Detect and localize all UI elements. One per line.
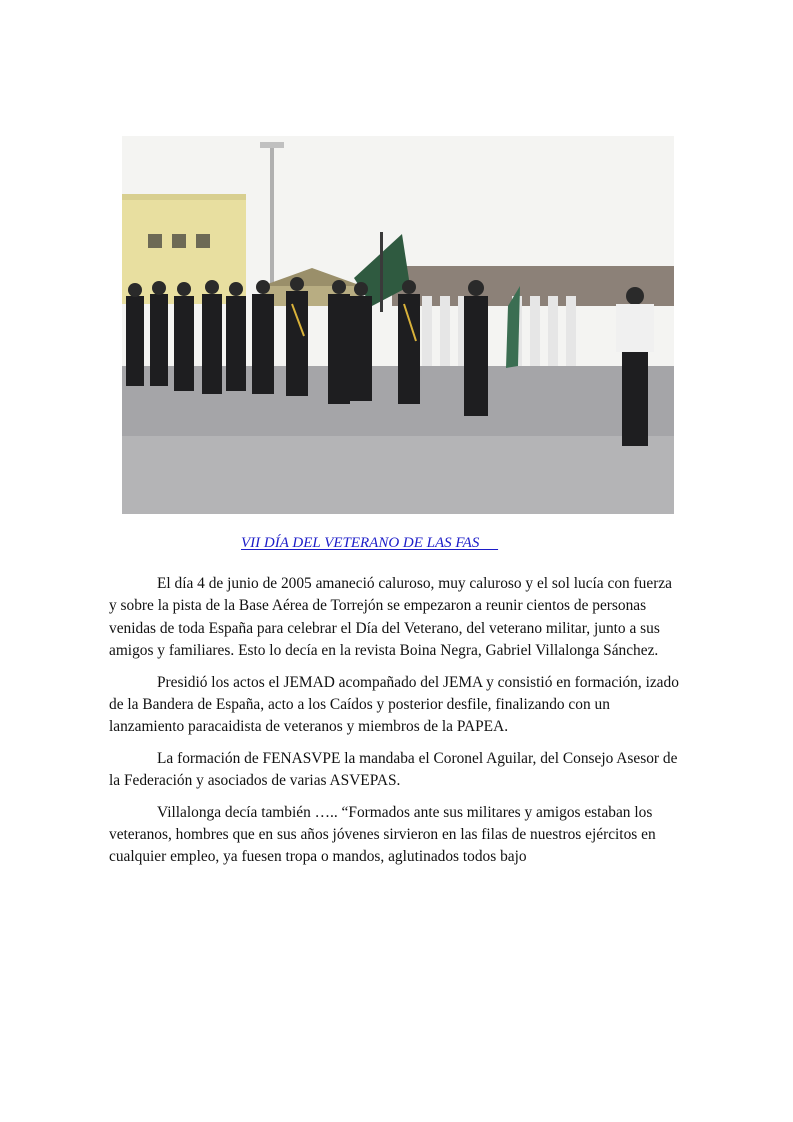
article-body — [109, 573, 683, 878]
paragraph: Villalonga decía también ….. “Formados ante sus militares y amigos estaban los veteranos, hombres que en sus años jóvenes sirvieron en las filas de nuestros ejércitos en cualquier empleo, ya fuesen tropa o mandos, aglutinados todos bajo — [109, 803, 656, 866]
article-title[interactable]: VII DÍA DEL VETERANO DE LAS FAS — [241, 535, 499, 551]
parade-photo-icon — [122, 136, 674, 514]
paragraph: El día 4 de junio de 2005 amaneció caluroso, muy caluroso y el sol lucía con fuerza y sobre la pista de la Base Aérea de Torrejón se empezaron a reunir cientos de personas venidas de toda España para celebrar el Día del Veterano, del veterano militar, junto a sus amigos y familiares. Esto lo decía en la revista Boina Negra, Gabriel Villalonga Sánchez. — [109, 575, 672, 660]
paragraph: La formación de FENASVPE la mandaba el Coronel Aguilar, del Consejo Asesor de la Federación y asociados de varias ASVEPAS. — [109, 749, 678, 790]
parade-photo — [122, 136, 674, 514]
paragraph: Presidió los actos el JEMAD acompañado del JEMA y consistió en formación, izado de la Bandera de España, acto a los Caídos y posterior desfile, finalizando con un lanzamiento paracaidista de veteranos y miembros de la PAPEA. — [109, 673, 679, 736]
